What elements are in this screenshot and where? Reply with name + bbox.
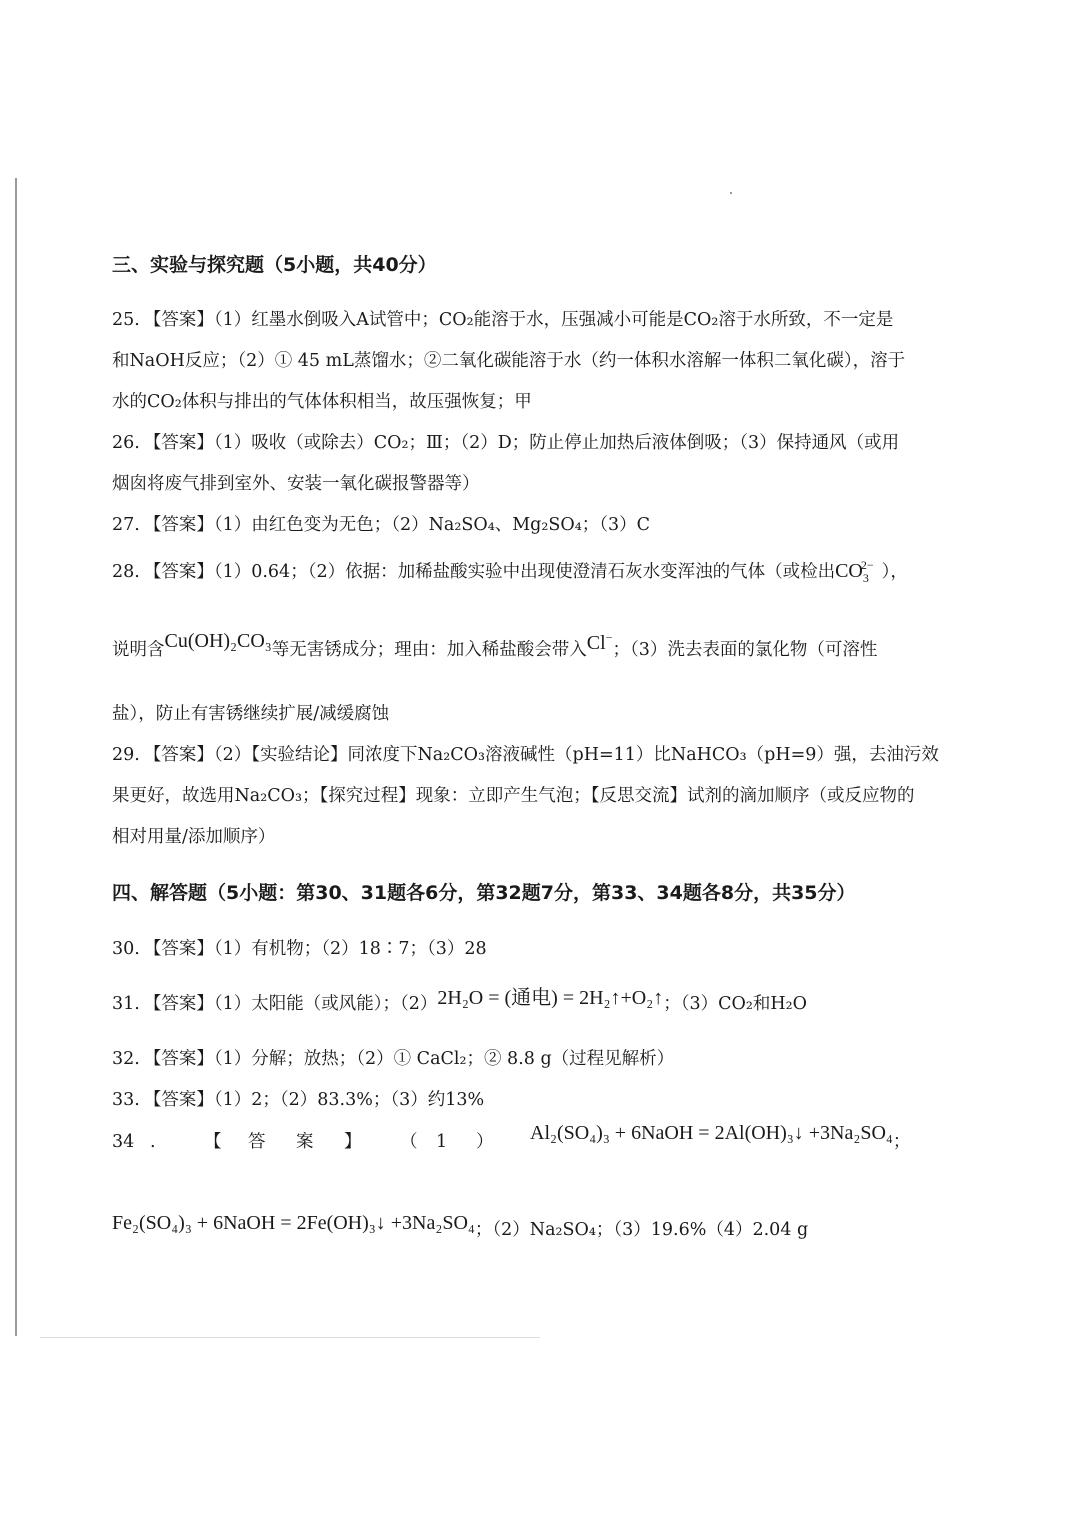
q33-number: 33. bbox=[112, 1090, 140, 1110]
q28-number: 28. bbox=[112, 562, 140, 582]
q26-text1: （1）吸收（或除去）CO₂；Ⅲ；（2）D；防止停止加热后液体倒吸；（3）保持通风（或用 bbox=[213, 433, 900, 453]
q34-dot: . bbox=[150, 1132, 156, 1152]
q32-text1: （1）分解；放热；（2）① CaCl₂；② 8.8 g（过程见解析） bbox=[213, 1049, 675, 1069]
q34-tag-char1: 答 bbox=[248, 1132, 266, 1152]
q28-text1a: （1）0.64；（2）依据：加稀盐酸实验中出现使澄清石灰水变浑浊的气体（或检出 bbox=[213, 562, 836, 582]
left-margin-line bbox=[15, 178, 17, 1336]
q29-line2: 果更好，故选用Na₂CO₃；【探究过程】现象：立即产生气泡；【反思交流】试剂的滴加顺序（或反应物的 bbox=[112, 786, 915, 806]
q25-line2: 和NaOH反应；（2）① 45 mL蒸馏水；②二氧化碳能溶于水（约一体积水溶解一体积二氧化碳），溶于 bbox=[112, 351, 906, 371]
q33-line1 bbox=[112, 1086, 484, 1111]
q34-text2: ；（2）Na₂SO₄；（3）19.6%（4）2.04 g bbox=[474, 1220, 809, 1240]
q31-text1a: （1）太阳能（或风能）；（2） bbox=[213, 994, 438, 1014]
q34-tag-close: 】 bbox=[344, 1132, 362, 1152]
bottom-scan-line bbox=[40, 1337, 540, 1338]
scan-speck bbox=[730, 192, 732, 194]
q31-answer-tag: 【答案】 bbox=[143, 994, 214, 1014]
q29-line3: 相对用量/添加顺序） bbox=[112, 827, 276, 847]
q31-number: 31. bbox=[112, 994, 140, 1014]
q32-answer-tag: 【答案】 bbox=[143, 1049, 214, 1069]
q30-answer-tag: 【答案】 bbox=[143, 939, 214, 959]
q34-paren-open: （ bbox=[400, 1132, 418, 1152]
q25-line1 bbox=[112, 306, 893, 331]
q29-text1: （2）【实验结论】同浓度下Na₂CO₃溶液碱性（pH=11）比NaHCO₃（pH=9）强，去油污效 bbox=[213, 745, 939, 765]
q25-answer-tag: 【答案】 bbox=[143, 310, 214, 330]
q34-tag-char2: 案 bbox=[296, 1132, 314, 1152]
q34-number: 34 bbox=[112, 1132, 135, 1152]
q34-eq1-end: ； bbox=[892, 1132, 911, 1152]
q34-tag-open: 【 bbox=[204, 1132, 222, 1152]
q28-text2b: 等无害锈成分；理由：加入稀盐酸会带入 bbox=[271, 640, 587, 660]
q27-text1: （1）由红色变为无色；（2）Na₂SO₄、Mg₂SO₄；（3）C bbox=[213, 515, 650, 535]
q27-number: 27. bbox=[112, 515, 140, 535]
q26-number: 26. bbox=[112, 433, 140, 453]
q26-answer-tag: 【答案】 bbox=[143, 433, 214, 453]
q34-equation1: Al₂(SO₄)₃ + 6NaOH = 2Al(OH)₃↓ +3Na₂SO₄ bbox=[530, 1122, 893, 1144]
q34-paren-close: ） bbox=[476, 1132, 494, 1152]
q28-chloride-ion: Cl− bbox=[586, 630, 613, 654]
q28-text2c: ；（3）洗去表面的氯化物（可溶性 bbox=[612, 640, 878, 660]
q33-text1: （1）2；（2）83.3%；（3）约13% bbox=[213, 1090, 485, 1110]
q28-line3: 盐），防止有害锈继续扩展/减缓腐蚀 bbox=[112, 704, 390, 724]
section3-heading: 三、实验与探究题（5小题，共40分） bbox=[112, 254, 437, 276]
q28-carbonate-ion: $CO_3^{2-}$ bbox=[835, 558, 874, 585]
q29-line1 bbox=[112, 741, 939, 766]
q25-text1: （1）红墨水倒吸入A试管中；CO₂能溶于水，压强减小可能是CO₂溶于水所致，不一定是 bbox=[213, 310, 894, 330]
q25-line3: 水的CO₂体积与排出的气体体积相当，故压强恢复；甲 bbox=[112, 392, 532, 412]
q31-equation: 2H₂O = (通电) = 2H₂↑+O₂↑ bbox=[437, 987, 664, 1009]
q33-answer-tag: 【答案】 bbox=[143, 1090, 214, 1110]
q34-line2 bbox=[112, 1212, 809, 1241]
q34-paren-num: 1 bbox=[436, 1132, 448, 1152]
q27-answer-tag: 【答案】 bbox=[143, 515, 214, 535]
q29-number: 29. bbox=[112, 745, 140, 765]
q34-equation2: Fe₂(SO₄)₃ + 6NaOH = 2Fe(OH)₃↓ +3Na₂SO₄ bbox=[112, 1212, 475, 1234]
q30-number: 30. bbox=[112, 939, 140, 959]
q28-line2 bbox=[112, 630, 878, 661]
q29-answer-tag: 【答案】 bbox=[143, 745, 214, 765]
q28-line1 bbox=[112, 558, 908, 586]
section4-heading: 四、解答题（5小题：第30、31题各6分，第32题7分，第33、34题各8分，共35分） bbox=[112, 882, 856, 904]
q26-line2: 烟囱将废气排到室外、安装一氧化碳报警器等） bbox=[112, 474, 480, 494]
q26-line1 bbox=[112, 429, 899, 454]
q34-line1 bbox=[112, 1122, 911, 1153]
q32-number: 32. bbox=[112, 1049, 140, 1069]
q25-number: 25. bbox=[112, 310, 140, 330]
q28-cu-formula: Cu(OH)₂CO₃ bbox=[164, 630, 272, 652]
q28-text1b: ）， bbox=[881, 562, 908, 582]
q30-text1: （1）有机物；（2）18∶7；（3）28 bbox=[213, 939, 487, 959]
q28-text2a: 说明含 bbox=[112, 640, 165, 660]
q30-line1 bbox=[112, 935, 487, 960]
q28-answer-tag: 【答案】 bbox=[143, 562, 214, 582]
q32-line1 bbox=[112, 1045, 674, 1070]
q31-line1 bbox=[112, 986, 807, 1015]
q31-text1b: ；（3）CO₂和H₂O bbox=[663, 994, 807, 1014]
q27-line1 bbox=[112, 511, 650, 536]
